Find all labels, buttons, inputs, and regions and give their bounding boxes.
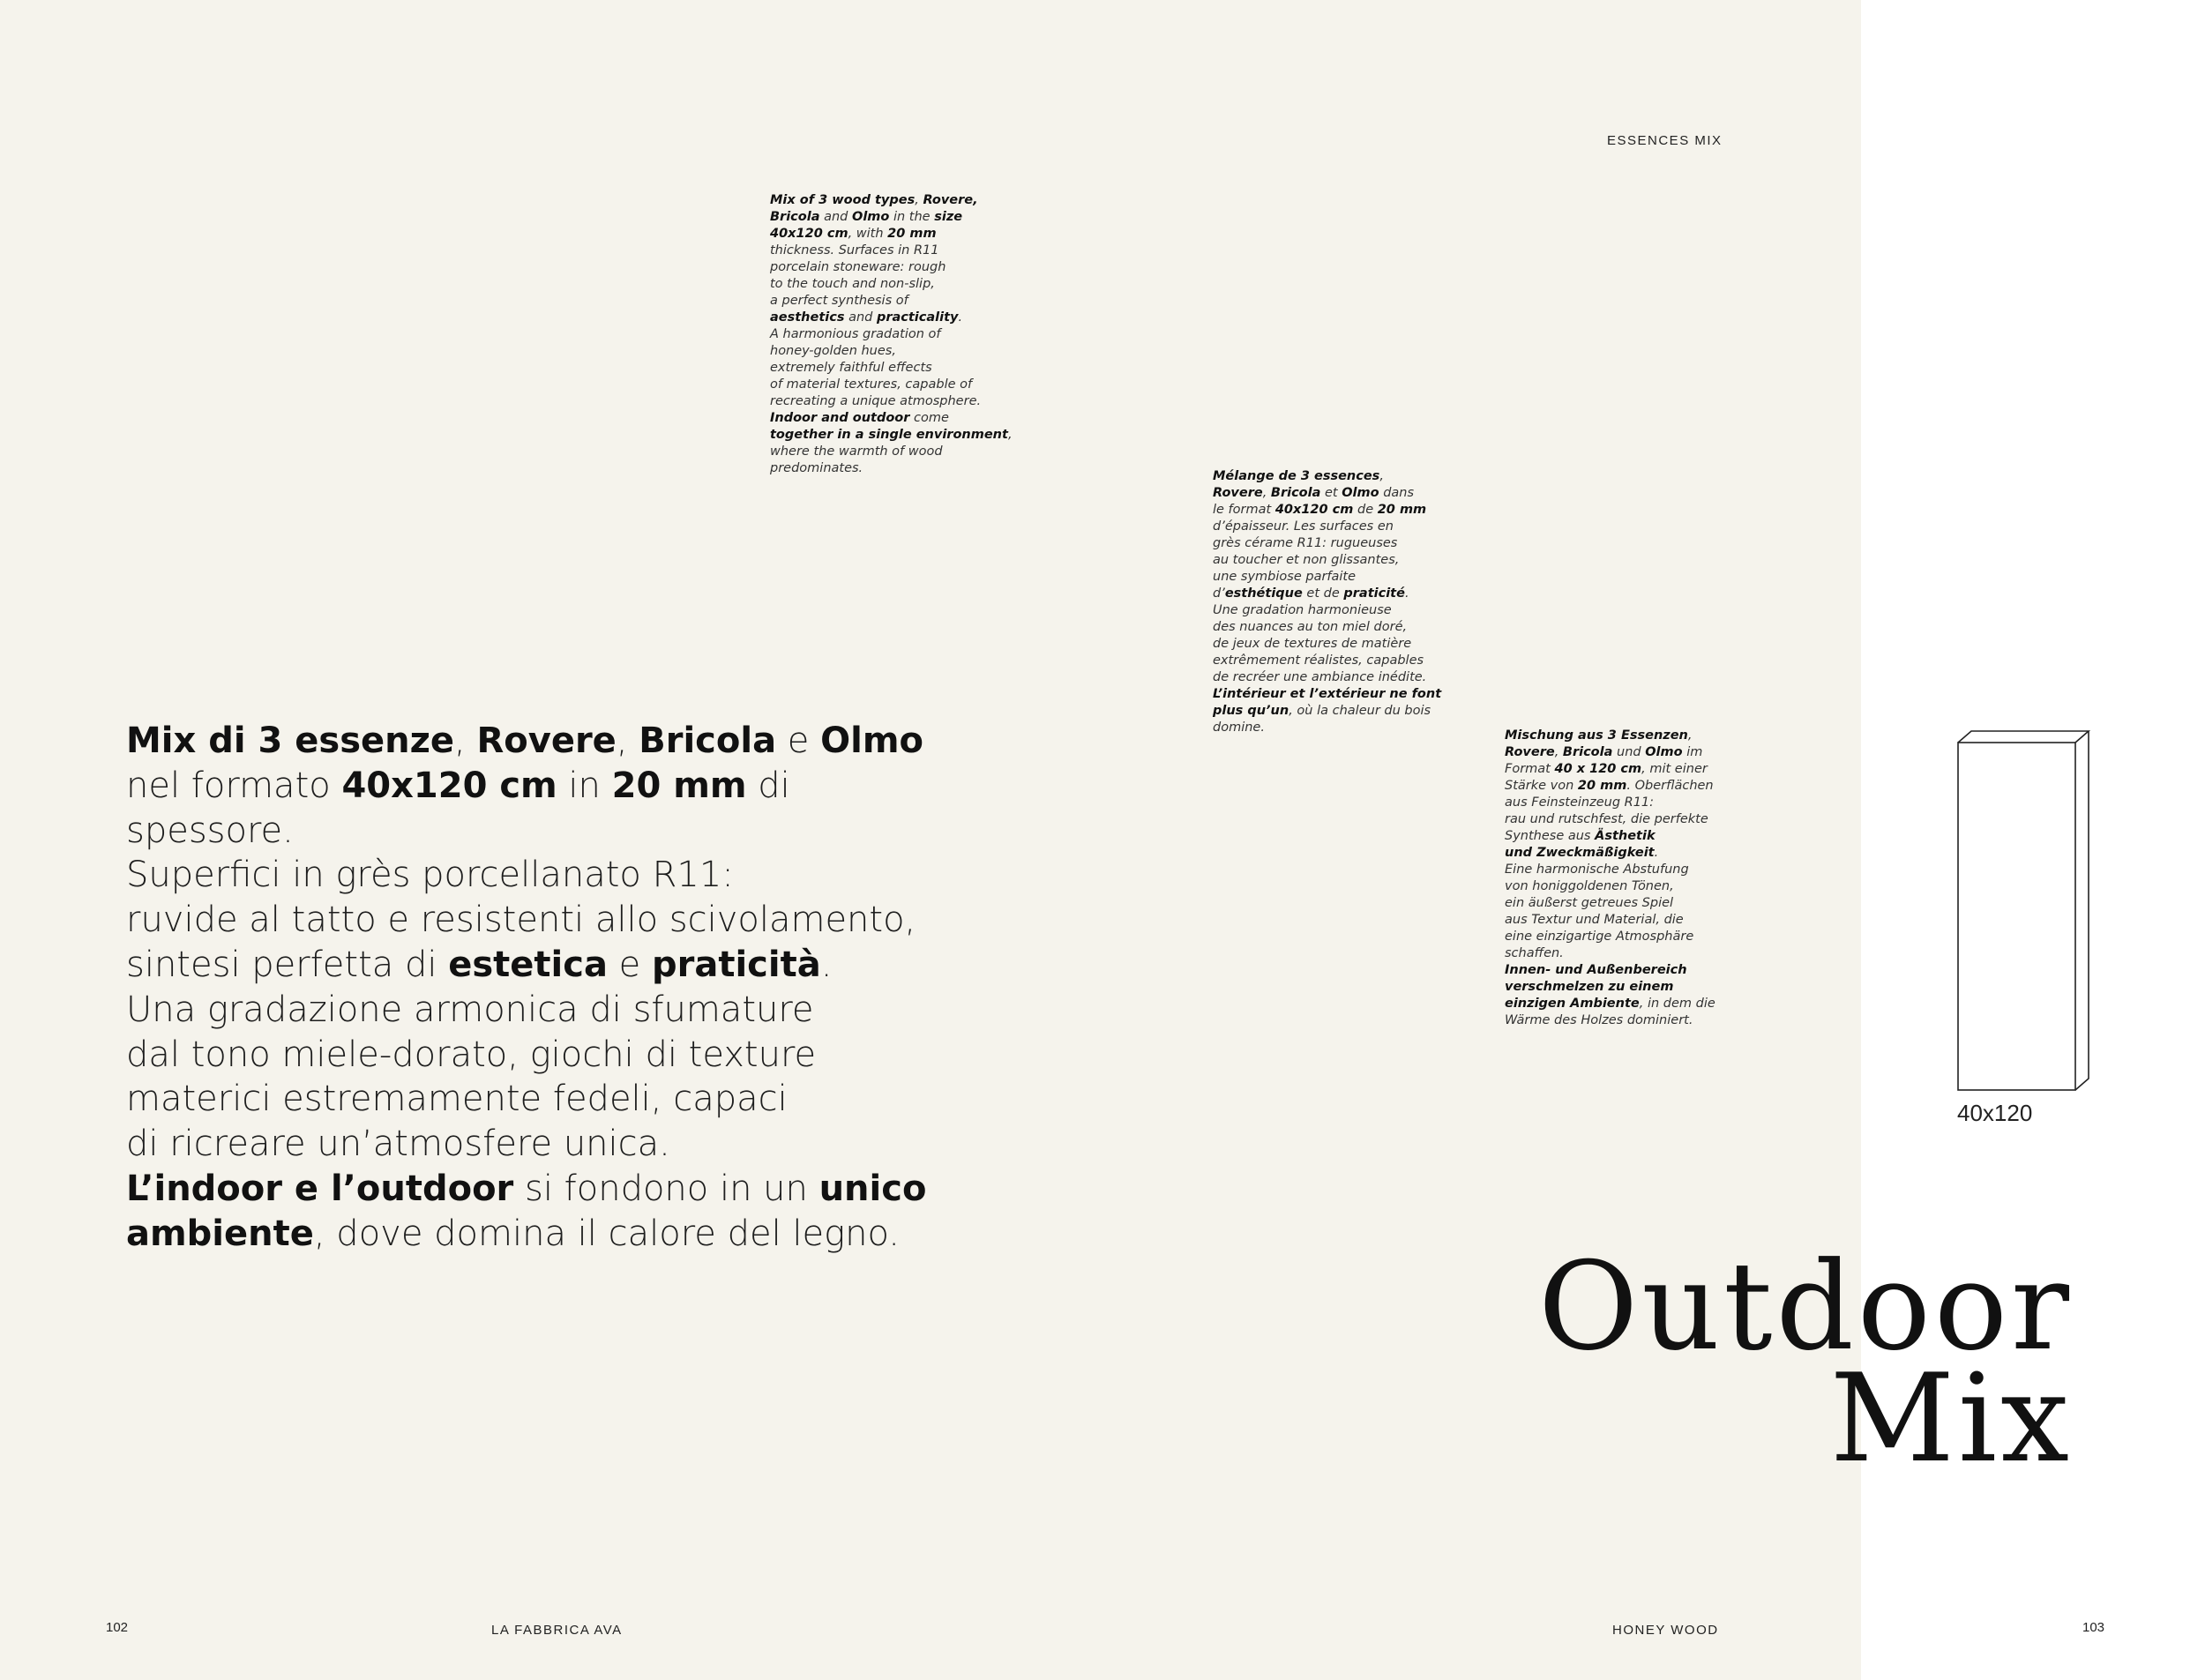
emphasis-text: Rovere, [923,193,978,207]
title-line-2: Mix [1829,1348,2073,1490]
body-text: si fondono in un [513,1168,819,1209]
body-text: domine. [1213,721,1265,735]
section-header: ESSENCES MIX [1607,133,1723,148]
body-text: d’épaisseur. Les surfaces en [1213,519,1394,534]
emphasis-text: Olmo [820,721,923,761]
body-text: ruvide al tatto e resistenti allo scivolamento, [126,900,916,941]
emphasis-text: esthétique [1224,586,1303,601]
english-description [770,192,1013,477]
body-text: schaffen. [1505,946,1564,960]
body-text: , [454,721,477,761]
body-text: une symbiose parfaite [1213,570,1357,584]
emphasis-text: Bricola [639,721,777,761]
body-text: Eine harmonische Abstufung [1505,862,1689,877]
body-text: . [1654,846,1659,860]
emphasis-text: 20 mm [1577,779,1627,793]
body-text: sintesi perfetta di [126,944,449,985]
emphasis-text: 20 mm [1377,503,1427,517]
body-text: au toucher et non glissantes, [1213,553,1400,567]
body-text: in [557,765,612,806]
body-text: e [607,944,652,985]
emphasis-text: Olmo [852,210,890,224]
emphasis-text: L’indoor e l’outdoor [126,1168,514,1209]
body-text: et [1320,486,1342,500]
emphasis-text: practicality [876,310,959,325]
body-text: von honiggoldenen Tönen, [1505,879,1674,893]
body-text: Une gradation harmonieuse [1213,603,1392,617]
body-text: to the touch and non-slip, [770,277,935,291]
body-text: des nuances au ton miel doré, [1213,620,1408,634]
body-text: , où la chaleur du bois [1289,704,1431,718]
body-text: porcelain stoneware: rough [770,260,946,274]
emphasis-text: praticité [1343,586,1405,601]
body-text: materici estremamente fedeli, capaci [126,1079,788,1120]
body-text: Una gradazione armonica di sfumature [126,989,814,1030]
body-text: extrêmement réalistes, capables [1213,653,1424,668]
emphasis-text: und Zweckmäßigkeit [1505,846,1655,860]
emphasis-text: L’intérieur et l’extérieur ne font [1213,687,1442,701]
body-text: , mit einer [1641,762,1708,776]
body-text: . [958,310,963,325]
body-text: come [909,411,949,425]
emphasis-text: Ästhetik [1595,829,1656,843]
body-text: recreating a unique atmosphere. [770,394,982,408]
body-text: . [1404,586,1409,601]
footer-collection: HONEY WOOD [1612,1623,1719,1638]
body-text: . [820,944,833,985]
emphasis-text: Mix of 3 wood types [770,193,916,207]
emphasis-text: 40 x 120 cm [1554,762,1642,776]
emphasis-text: Bricola [1562,745,1613,759]
body-text: , in dem die [1639,997,1715,1011]
emphasis-text: Bricola [770,210,820,224]
emphasis-text: Olmo [1645,745,1683,759]
french-description [1213,468,1441,736]
body-text: et de [1302,586,1344,601]
emphasis-text: plus qu’un [1213,704,1289,718]
body-text: and [844,310,877,325]
body-text: grès cérame R11: rugueuses [1213,536,1398,550]
body-text: Stärke von [1505,779,1578,793]
body-text: nel formato [126,765,342,806]
body-text: , [915,193,923,207]
body-text: , with [848,227,888,241]
body-text: of material textures, capable of [770,377,973,392]
body-text: predominates. [770,461,863,475]
emphasis-text: together in a single environment [770,428,1008,442]
body-text: , [1554,745,1563,759]
body-text: , [1007,428,1013,442]
body-text: im [1682,745,1703,759]
emphasis-text: Mischung aus 3 Essenzen [1505,728,1688,743]
body-text: in the [889,210,935,224]
german-description [1505,728,1715,1029]
emphasis-text: Olmo [1342,486,1379,500]
body-text: spessore. [126,810,294,851]
body-text: where the warmth of wood [770,444,943,459]
italian-description [126,719,926,1257]
body-text: , [1379,469,1384,483]
body-text: , [1262,486,1271,500]
emphasis-text: Rovere [1213,486,1263,500]
emphasis-text: 40x120 cm [341,765,557,806]
emphasis-text: 40x120 cm [1274,503,1354,517]
tile-front-face [1958,743,2075,1090]
emphasis-text: praticità [652,944,821,985]
body-text: aus Feinsteinzeug R11: [1505,795,1655,810]
emphasis-text: Rovere [476,721,617,761]
body-text: Format [1505,762,1555,776]
emphasis-text: verschmelzen zu einem [1505,980,1674,994]
body-text: de jeux de textures de matière [1213,637,1412,651]
body-text: le format [1213,503,1275,517]
body-text: di ricreare un’atmosfere unica. [126,1124,670,1165]
emphasis-text: 20 mm [887,227,937,241]
body-text: thickness. Surfaces in R11 [770,243,939,258]
body-text: , [616,721,639,761]
body-text: Wärme des Holzes dominiert. [1505,1013,1693,1027]
body-text: rau und rutschfest, die perfekte [1505,812,1708,826]
body-text: eine einzigartige Atmosphäre [1505,930,1694,944]
body-text: . Oberflächen [1626,779,1714,793]
body-text: Superfici in grès porcellanato R11: [126,855,734,896]
tile-format-diagram [1949,728,2095,1098]
body-text: A harmonious gradation of [770,327,941,341]
page-number-left: 102 [106,1620,129,1635]
emphasis-text: Mélange de 3 essences [1213,469,1380,483]
emphasis-text: 40x120 cm [770,227,848,241]
body-text: dans [1379,486,1415,500]
body-text: and [819,210,852,224]
emphasis-text: estetica [448,944,608,985]
body-text: Synthese aus [1505,829,1596,843]
emphasis-text: einzigen Ambiente [1505,997,1640,1011]
body-text: d’ [1213,586,1225,601]
tile-side-face [2075,731,2089,1090]
emphasis-text: aesthetics [770,310,845,325]
body-text: dal tono miele-dorato, giochi di texture [126,1034,817,1075]
emphasis-text: Bricola [1270,486,1321,500]
footer-brand: LA FABBRICA AVA [491,1623,623,1638]
emphasis-text: Mix di 3 essenze [126,721,455,761]
body-text: e [776,721,821,761]
body-text: ein äußerst getreues Spiel [1505,896,1674,910]
title-line-1: Outdoor [1538,1236,2073,1378]
body-text: extremely faithful effects [770,361,932,375]
body-text: di [746,765,790,806]
tile-size-label: 40x120 [1957,1100,2033,1126]
emphasis-text: Indoor and outdoor [770,411,910,425]
tile-top-face [1958,731,2089,743]
emphasis-text: Innen- und Außenbereich [1505,963,1687,977]
emphasis-text: 20 mm [611,765,747,806]
emphasis-text: unico [818,1168,927,1209]
emphasis-text: ambiente [126,1213,314,1254]
page-number-right: 103 [2082,1620,2105,1635]
body-text: und [1612,745,1646,759]
body-text: , dove domina il calore del legno. [313,1213,900,1254]
body-text: aus Textur und Material, die [1505,913,1684,927]
body-text: de [1353,503,1378,517]
body-text: de recréer une ambiance inédite. [1213,670,1427,684]
emphasis-text: size [934,210,963,224]
body-text: , [1687,728,1693,743]
body-text: a perfect synthesis of [770,294,908,308]
emphasis-text: Rovere [1505,745,1555,759]
body-text: honey-golden hues, [770,344,896,358]
